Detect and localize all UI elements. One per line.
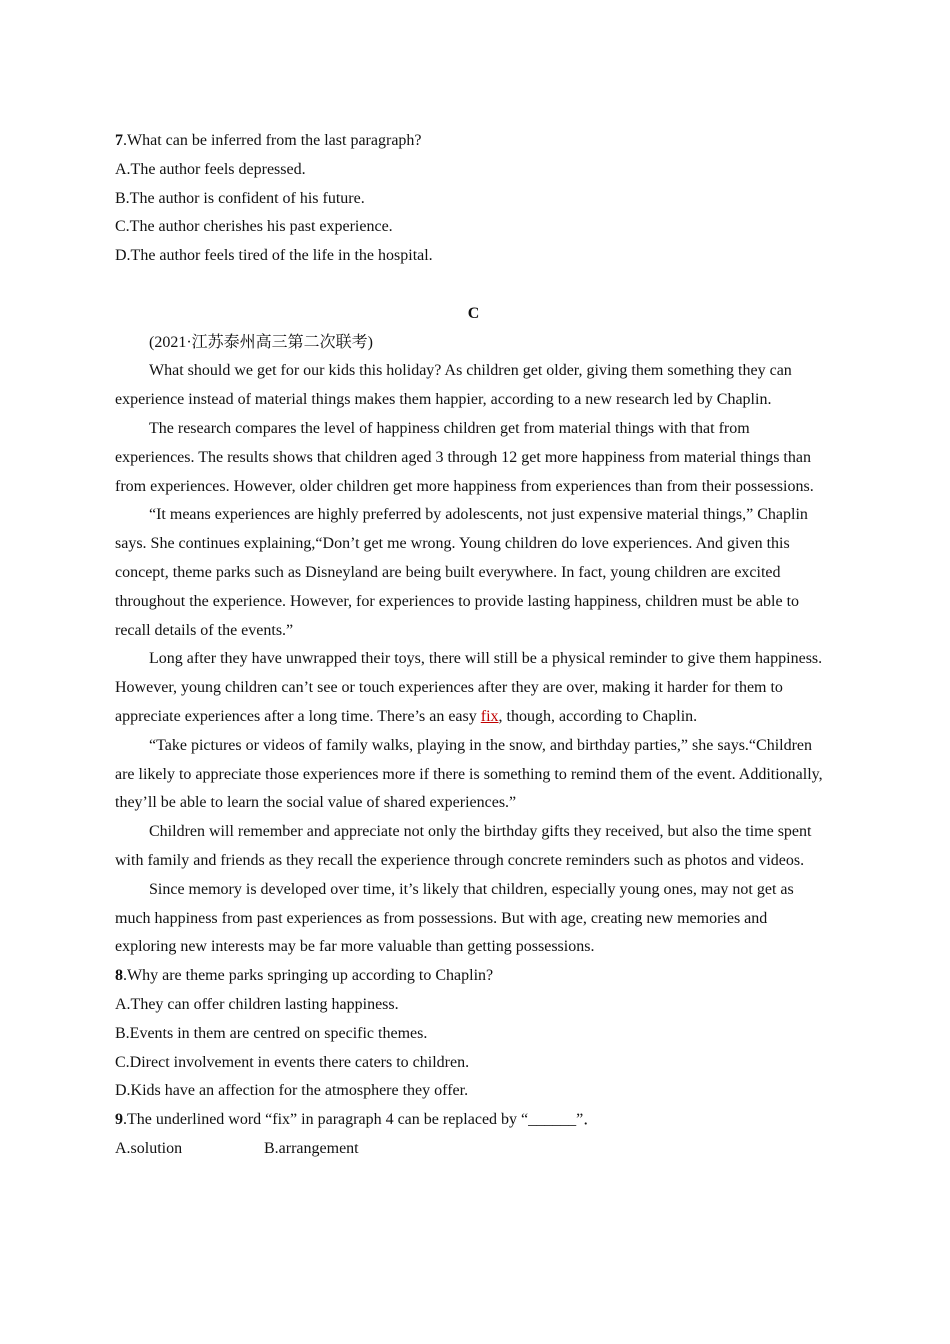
question-text: .Why are theme parks springing up according to Chaplin? [123,967,494,985]
underlined-word: fix [480,707,499,725]
question-number: 7 [115,132,123,149]
passage-paragraph-5: “Take pictures or videos of family walks, playing in the snow, and birthday parties,” she says.“Children are likely to appreciate those experiences more if there is something to remind them of the event. Additionally, they’ll be able to learn the social value of shared experiences.” [115,736,823,812]
option-c: C.The author cherishes his past experience. [115,218,393,236]
option-a: A.The author feels depressed. [115,160,306,178]
paragraph-text: , though, according to Chaplin. [498,707,698,725]
option-b: B.arrangement [264,1139,359,1157]
passage-paragraph-2: The research compares the level of happiness children get from material things with that from experiences. The results shows that children aged 3 through 12 get more happiness from material things than from experiences. However, older children get more happiness from experiences than from their possessions. [115,419,814,495]
options-row [115,1135,832,1164]
passage-source: (2021·江苏泰州高三第二次联考) [149,333,373,351]
question-number: 8 [115,967,123,985]
question-7 [115,127,832,156]
question-text: .What can be inferred from the last paragraph? [123,132,422,149]
option-a: A.They can offer children lasting happiness. [115,995,399,1013]
passage-paragraph-1: What should we get for our kids this holiday? As children get older, giving them something they can experience instead of material things makes them happier, according to a new research led by Chaplin. [115,362,792,409]
question-9 [115,1106,832,1135]
option-b: B.Events in them are centred on specific themes. [115,1024,428,1042]
passage-paragraph-7: Since memory is developed over time, it’s likely that children, especially young ones, may not get as much happiness from past experiences as from possessions. But with age, creating new memories and exploring new interests may be far more valuable than getting possessions. [115,880,794,956]
option-c: C.Direct involvement in events there caters to children. [115,1053,470,1071]
question-8 [115,962,832,991]
passage-paragraph-4 [115,645,832,731]
question-text: .The underlined word “fix” in paragraph 4 can be replaced by “______”． [123,1111,600,1129]
document-content [115,127,832,1164]
option-b: B.The author is confident of his future. [115,189,365,207]
passage-paragraph-3: “It means experiences are highly preferred by adolescents, not just expensive material things,” Chaplin says. She continues explaining,“Don’t get me wrong. Young children do love experiences. And given this concept, theme parks such as Disneyland are being built everywhere. In fact, young children are excited throughout the experience. However, for experiences to provide lasting happiness, children must be able to recall details of the events.” [115,506,808,639]
option-d: D.The author feels tired of the life in the hospital. [115,247,433,265]
passage-paragraph-6: Children will remember and appreciate not only the birthday gifts they received, but also the time spent with family and friends as they recall the experience through concrete reminders such as photos and videos. [115,823,812,869]
option-a: A.solution [115,1139,183,1157]
question-number: 9 [115,1111,123,1129]
spacer [115,271,832,300]
paragraph-text: Long after they have unwrapped their toys, there will still be a physical reminder to give them happiness. However, young children can’t see or touch experiences after they are over, making it harder for them to appreciate experiences after a long time. There’s an easy [115,650,823,725]
section-title: C [467,304,480,322]
option-d: D.Kids have an affection for the atmosphere they offer. [115,1082,469,1100]
